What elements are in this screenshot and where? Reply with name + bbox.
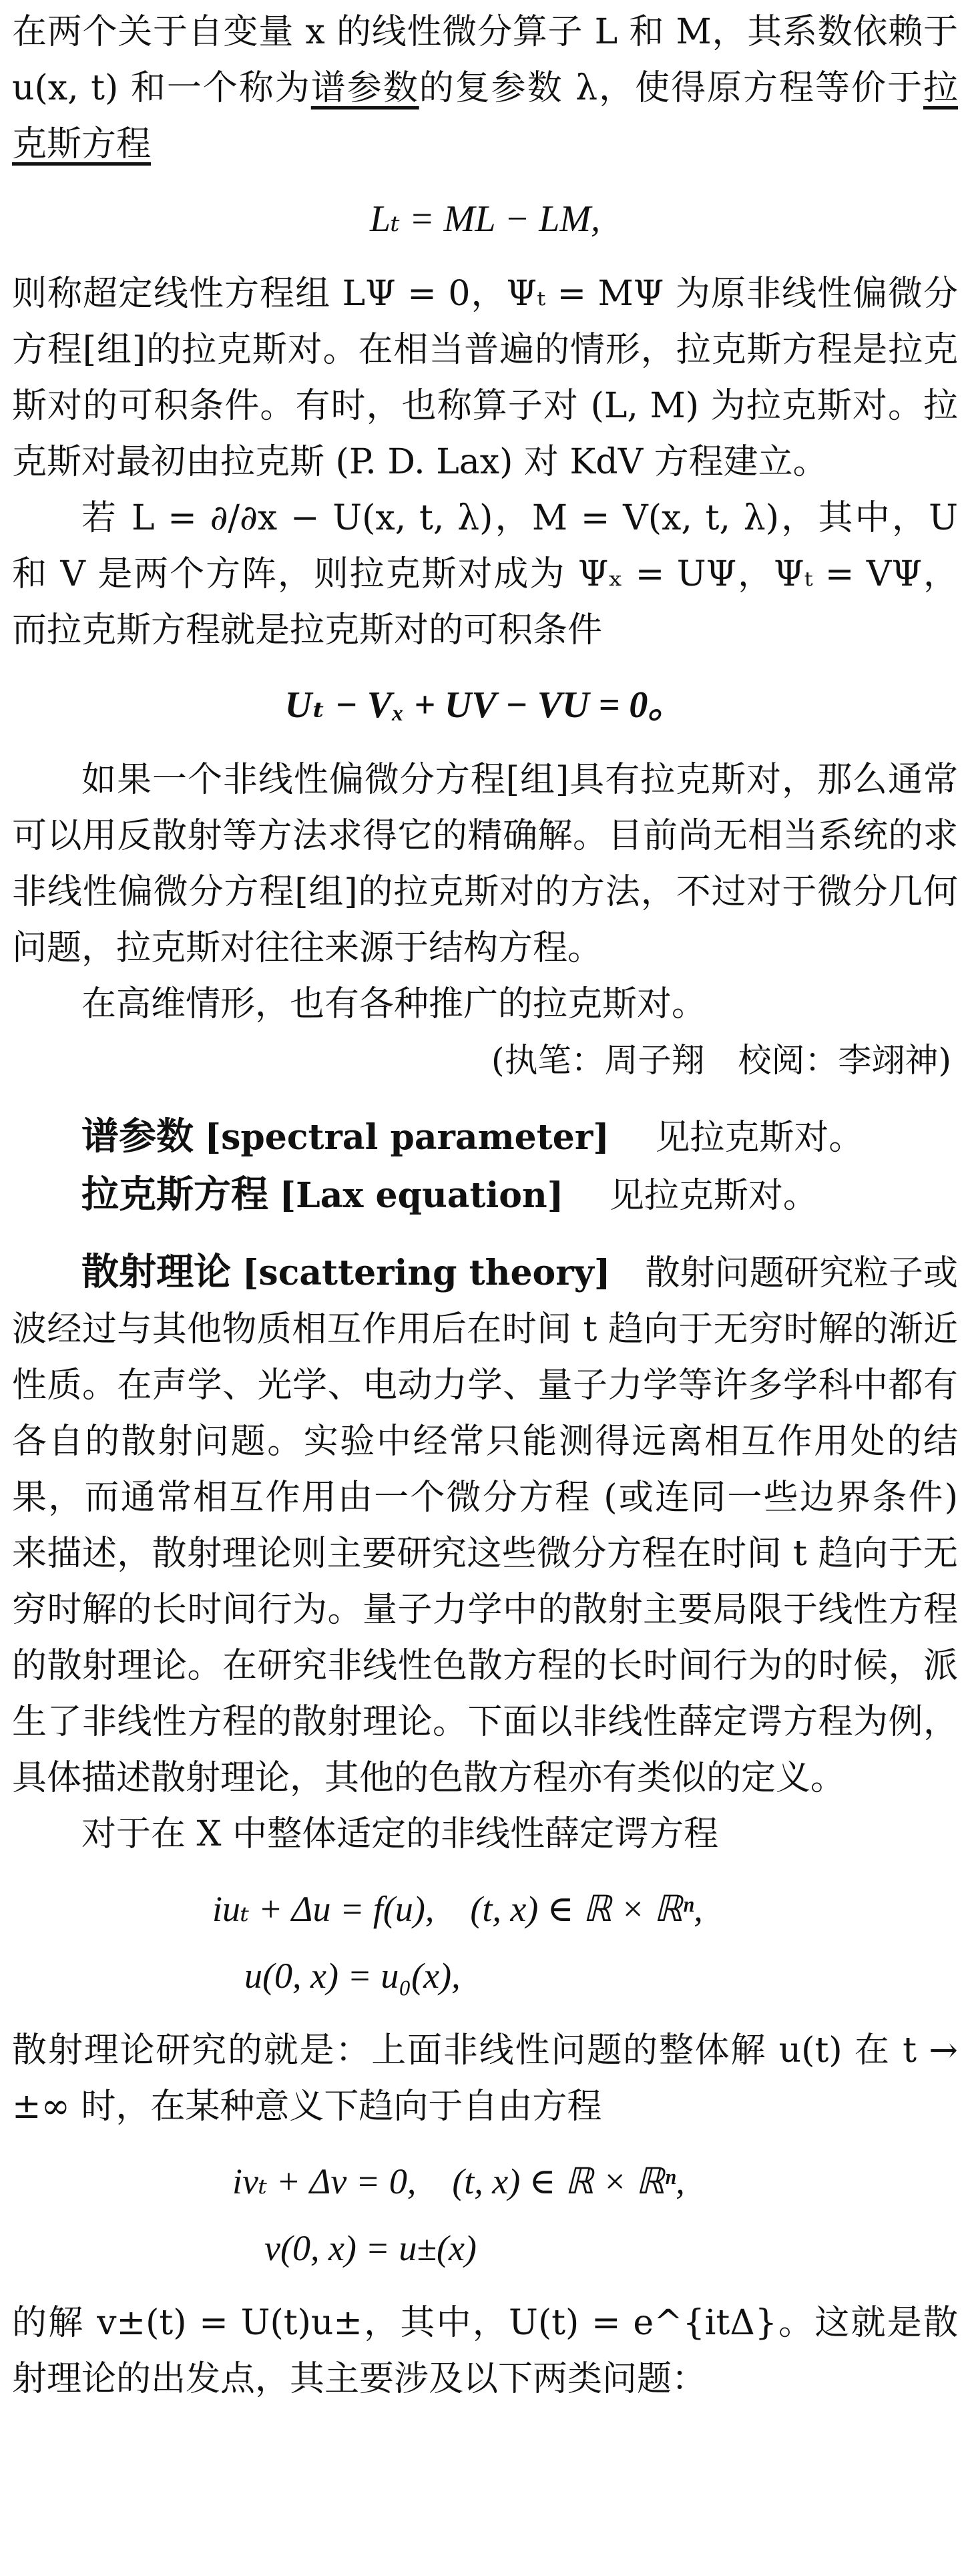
- paragraph-scattering-theory: [12, 1245, 958, 1806]
- entry-title: 拉克斯方程: [81, 1173, 268, 1217]
- entry-lax-equation: [12, 1166, 958, 1225]
- entry-title: 谱参数: [81, 1115, 194, 1158]
- paragraph-matrix-form: 若 L = ∂/∂x − U(x, t, λ)，M = V(x, t, λ)，其中，U 和 V 是两个方阵，则拉克斯对成为 Ψₓ = UΨ，Ψₜ = VΨ，而拉克斯方程就是拉克斯对的可积条件: [12, 498, 958, 650]
- spacer: [12, 1225, 958, 1245]
- spacer: [12, 1088, 958, 1108]
- entry-see-link[interactable]: 见拉克斯对。: [655, 1118, 864, 1158]
- paragraph-inverse-scattering: 如果一个非线性偏微分方程[组]具有拉克斯对，那么通常可以用反散射等方法求得它的精确解。目前尚无相当系统的求非线性偏微分方程[组]的拉克斯对的方法，不过对于微分几何问题，拉克斯对往往来源于结构方程。: [12, 760, 958, 968]
- link-spectral-parameter[interactable]: 谱参数: [310, 68, 419, 108]
- equation-lax: Lₜ = ML − LM,: [369, 198, 601, 240]
- paragraph-free-solution: 的解 v±(t) = U(t)u±，其中，U(t) = e^{itΔ}。这就是散射理论的出发点，其主要涉及以下两类问题：: [12, 2303, 958, 2399]
- paragraph-scattering-goal: 散射理论研究的就是：上面非线性问题的整体解 u(t) 在 t → ±∞ 时，在某种意义下趋向于自由方程: [12, 2030, 958, 2127]
- paragraph-nls-intro: 对于在 X 中整体适定的非线性薛定谔方程: [81, 1814, 719, 1854]
- paragraph-lax-pair: 则称超定线性方程组 LΨ = 0，Ψₜ = MΨ 为原非线性偏微分方程[组]的拉克斯对。在相当普遍的情形，拉克斯方程是拉克斯对的可积条件。有时，也称算子对 (L, M) 为拉克斯对。拉克斯对最初由拉克斯 (P. D. Lax) 对 KdV 方程建立。: [12, 274, 958, 482]
- equation-zero-curvature: Uₜ − Vₓ + UV − VU = 0。: [284, 684, 686, 726]
- entry-spectral-parameter: [12, 1108, 958, 1166]
- equation-free-initial: v(0, x) = u±(x): [264, 2228, 477, 2268]
- equation-nls-initial: u(0, x) = u₀(x),: [244, 1956, 461, 1996]
- paragraph-higher-dim: 在高维情形，也有各种推广的拉克斯对。: [81, 984, 707, 1024]
- equation-nls-system: [12, 1876, 958, 2009]
- entry-see-link[interactable]: 见拉克斯对。: [609, 1176, 818, 1216]
- equation-free-system: [12, 2148, 958, 2282]
- link-lax-equation[interactable]: 拉克斯方程: [12, 68, 958, 164]
- entry-english: [scattering theory]: [242, 1253, 611, 1293]
- text: 的复参数 λ，使得原方程等价于: [419, 68, 923, 108]
- entry-title: 散射理论: [81, 1251, 232, 1294]
- entry-english: [spectral parameter]: [204, 1117, 610, 1158]
- text: 散射问题研究粒子或波经过与其他物质相互作用后在时间 t 趋向于无穷时解的渐近性质。在声学、光学、电动力学、量子力学等许多学科中都有各自的散射问题。实验中经常只能测得远离相互作用处的结果，而通常相互作用由一个微分方程 (或连同一些边界条件) 来描述，散射理论则主要研究这些微分方程在时间 t 趋向于无穷时解的长时间行为。量子力学中的散射主要局限于线性方程的散射理论。在研究非线性色散方程的长时间行为的时候，派生了非线性方程的散射理论。下面以非线性薛定谔方程为例，具体描述散射理论，其他的色散方程亦有类似的定义。: [12, 1253, 958, 1798]
- entry-english: [Lax equation]: [279, 1175, 564, 1216]
- text: 在两个关于自变量 x 的线性微分算子 L 和 M，其系数依赖于 u(x, t) 和一个称为: [12, 12, 958, 108]
- equation-nls: iuₜ + Δu = f(u), (t, x) ∈ ℝ × ℝⁿ,: [212, 1889, 703, 1929]
- credit-line: (执笔：周子翔 校阅：李翊神): [491, 1041, 951, 1080]
- document-page: [0, 4, 970, 2576]
- paragraph-lax-definition: [12, 4, 958, 172]
- equation-free: ivₜ + Δv = 0, (t, x) ∈ ℝ × ℝⁿ,: [232, 2161, 685, 2201]
